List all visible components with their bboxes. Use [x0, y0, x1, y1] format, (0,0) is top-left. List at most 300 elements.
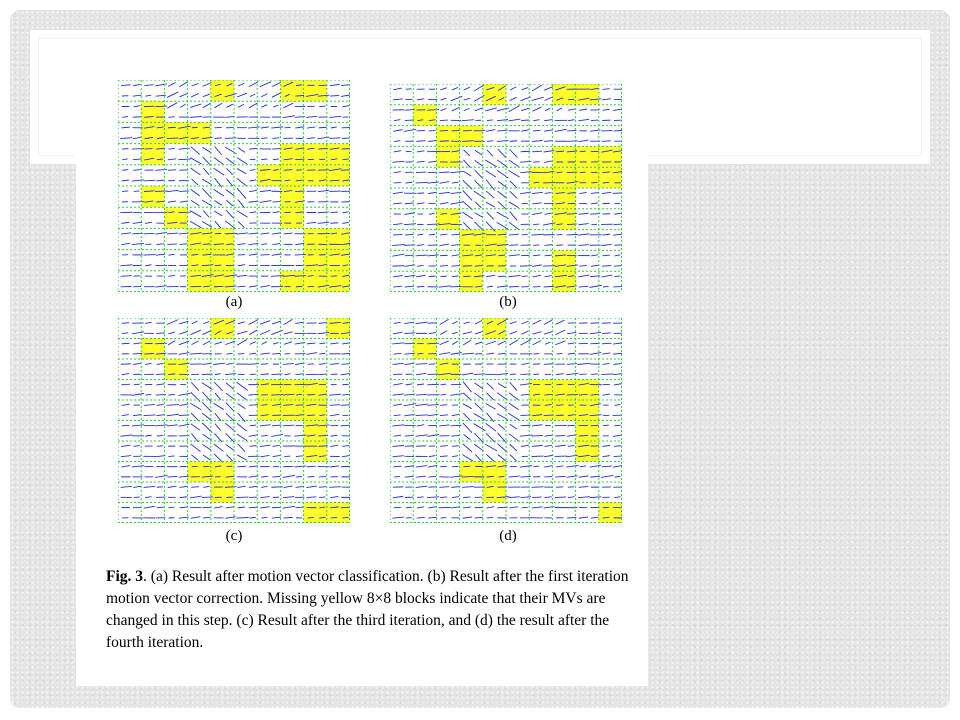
motion-vector — [452, 341, 458, 344]
yellow-block — [529, 167, 552, 188]
motion-vector — [319, 363, 325, 364]
motion-vector — [475, 150, 482, 155]
motion-vector — [532, 192, 543, 193]
motion-vector — [167, 405, 179, 406]
motion-vector — [202, 147, 211, 153]
motion-vector — [202, 507, 211, 508]
motion-vector — [475, 342, 482, 344]
motion-vector — [226, 158, 234, 164]
mv-grid-c — [118, 318, 350, 523]
motion-vector — [157, 404, 164, 405]
motion-vector — [462, 353, 474, 354]
motion-vector — [271, 434, 283, 436]
motion-vector — [294, 384, 306, 385]
motion-vector — [555, 330, 565, 335]
motion-vector — [591, 255, 598, 256]
motion-vector — [120, 138, 132, 139]
motion-vector — [238, 148, 245, 153]
motion-vector — [393, 445, 404, 446]
motion-vector — [237, 158, 247, 164]
motion-vector — [215, 413, 221, 421]
motion-vector — [393, 192, 403, 194]
motion-vector — [440, 88, 447, 90]
motion-vector — [261, 517, 267, 518]
yellow-block — [280, 380, 303, 401]
motion-vector — [295, 374, 303, 375]
motion-vector — [121, 456, 131, 457]
yellow-block — [327, 144, 350, 165]
motion-vector — [214, 103, 222, 108]
motion-vector — [203, 211, 209, 218]
motion-vector — [261, 364, 268, 365]
yellow-block — [304, 228, 327, 249]
motion-vector — [273, 466, 279, 467]
motion-vector — [190, 330, 201, 335]
motion-vector — [486, 507, 494, 508]
motion-vector — [591, 374, 598, 375]
motion-vector — [394, 322, 401, 323]
motion-vector — [272, 254, 282, 255]
motion-vector — [602, 466, 612, 467]
motion-vector — [441, 394, 447, 395]
motion-vector — [474, 191, 486, 199]
motion-vector — [521, 425, 531, 426]
motion-vector — [521, 445, 529, 446]
motion-vector — [225, 138, 237, 139]
motion-vector — [439, 353, 450, 355]
motion-vector — [260, 321, 270, 325]
motion-vector — [440, 319, 449, 324]
motion-vector — [533, 130, 541, 131]
motion-vector — [486, 423, 496, 431]
yellow-block — [436, 126, 459, 147]
motion-vector — [237, 233, 248, 234]
motion-vector — [145, 394, 151, 395]
motion-vector — [238, 83, 244, 86]
motion-vector — [392, 161, 404, 162]
motion-vector — [590, 332, 601, 333]
yellow-block — [304, 441, 327, 462]
motion-vector — [226, 104, 232, 107]
motion-vector — [601, 475, 613, 477]
motion-vector — [579, 109, 587, 110]
motion-vector — [520, 161, 531, 162]
motion-vector — [591, 456, 599, 457]
motion-vector — [122, 333, 128, 334]
motion-vector — [578, 497, 590, 498]
motion-vector — [427, 434, 439, 436]
motion-vector — [132, 425, 144, 426]
motion-vector — [416, 415, 428, 416]
motion-vector — [450, 394, 462, 396]
motion-vector — [249, 254, 258, 255]
motion-vector — [215, 424, 221, 431]
motion-vector — [202, 83, 211, 87]
motion-vector — [319, 323, 327, 324]
motion-vector — [134, 384, 140, 385]
motion-vector — [203, 341, 210, 345]
motion-vector — [250, 353, 257, 354]
motion-vector — [522, 276, 528, 277]
motion-vector — [226, 403, 235, 412]
motion-vector — [167, 476, 177, 477]
motion-vector — [284, 342, 292, 344]
motion-vector — [330, 364, 339, 365]
yellow-block — [529, 400, 552, 421]
motion-vector — [283, 497, 294, 498]
motion-vector — [203, 486, 209, 487]
motion-vector — [261, 159, 267, 160]
motion-vector — [155, 286, 166, 287]
motion-vector — [261, 405, 267, 406]
motion-vector — [451, 435, 460, 436]
motion-vector — [273, 455, 280, 456]
motion-vector — [168, 486, 177, 487]
motion-vector — [451, 245, 460, 246]
motion-vector — [394, 172, 401, 173]
motion-vector — [132, 243, 144, 244]
motion-vector — [237, 340, 247, 346]
motion-vector — [613, 373, 622, 374]
motion-vector — [556, 374, 564, 375]
motion-vector — [319, 127, 327, 128]
motion-vector — [236, 517, 249, 518]
motion-vector — [284, 517, 293, 518]
motion-vector — [417, 245, 424, 246]
motion-vector — [452, 182, 458, 183]
motion-vector — [416, 373, 426, 375]
motion-vector — [144, 354, 153, 355]
yellow-block — [436, 359, 459, 380]
yellow-block — [304, 421, 327, 442]
motion-vector — [520, 476, 530, 477]
motion-vector — [260, 330, 270, 334]
motion-vector — [532, 107, 541, 111]
motion-vector — [133, 353, 143, 354]
motion-vector — [319, 487, 326, 488]
motion-vector — [462, 212, 473, 219]
motion-vector — [521, 394, 530, 395]
motion-vector — [602, 255, 610, 256]
yellow-block — [483, 482, 506, 503]
motion-vector — [463, 382, 472, 393]
yellow-block — [576, 84, 599, 105]
motion-vector — [545, 97, 552, 100]
motion-vector — [167, 92, 178, 97]
motion-vector — [144, 506, 156, 508]
motion-vector — [429, 234, 435, 235]
yellow-block — [141, 186, 164, 207]
motion-vector — [602, 234, 610, 235]
motion-vector — [602, 333, 611, 334]
motion-vector — [180, 497, 188, 498]
motion-vector — [214, 201, 222, 206]
motion-vector — [330, 445, 338, 446]
motion-vector — [602, 244, 612, 245]
motion-vector — [532, 213, 542, 215]
motion-vector — [615, 255, 621, 256]
motion-vector — [272, 149, 281, 150]
yellow-block — [552, 400, 575, 421]
motion-vector — [393, 286, 402, 287]
motion-vector — [330, 414, 340, 415]
motion-vector — [237, 169, 246, 174]
motion-vector — [122, 159, 128, 160]
motion-vector — [330, 212, 338, 213]
motion-vector — [416, 141, 425, 142]
motion-vector — [510, 191, 517, 198]
motion-vector — [415, 404, 427, 406]
motion-vector — [272, 244, 279, 245]
motion-vector — [342, 212, 348, 213]
motion-vector — [121, 466, 130, 467]
motion-vector — [203, 103, 211, 108]
motion-vector — [393, 275, 403, 276]
motion-vector — [486, 130, 495, 132]
motion-vector — [462, 120, 474, 121]
motion-vector — [121, 127, 130, 128]
yellow-block — [141, 101, 164, 122]
motion-vector — [342, 364, 350, 365]
motion-vector — [307, 476, 314, 477]
motion-vector — [213, 363, 225, 364]
motion-vector — [545, 193, 552, 194]
motion-vector — [237, 275, 248, 276]
motion-vector — [417, 265, 423, 266]
motion-vector — [416, 182, 428, 183]
motion-vector — [168, 159, 177, 160]
motion-vector — [307, 127, 315, 128]
motion-vector — [602, 266, 611, 267]
motion-vector — [544, 331, 553, 334]
motion-vector — [237, 93, 247, 97]
motion-vector — [464, 98, 470, 100]
motion-vector — [440, 214, 447, 215]
motion-vector — [486, 353, 494, 354]
motion-vector — [249, 286, 257, 287]
motion-vector — [614, 456, 622, 457]
motion-vector — [214, 158, 224, 165]
motion-vector — [602, 275, 613, 277]
motion-vector — [394, 141, 400, 142]
motion-vector — [602, 353, 610, 354]
motion-vector — [192, 179, 199, 185]
motion-vector — [226, 454, 232, 461]
motion-vector — [439, 244, 449, 246]
motion-vector — [190, 221, 201, 228]
yellow-block — [257, 400, 280, 421]
motion-vector — [261, 486, 267, 487]
motion-vector — [591, 193, 599, 194]
motion-vector — [272, 425, 282, 426]
yellow-block — [483, 250, 506, 271]
motion-vector — [392, 425, 404, 426]
motion-vector — [475, 170, 483, 178]
motion-vector — [417, 517, 425, 518]
yellow-block — [304, 80, 327, 101]
motion-vector — [463, 222, 471, 230]
motion-vector — [330, 405, 340, 406]
motion-vector — [295, 96, 304, 97]
motion-vector — [509, 286, 519, 287]
motion-vector — [284, 233, 293, 234]
motion-vector — [393, 332, 402, 334]
motion-vector — [203, 322, 209, 324]
motion-vector — [203, 157, 211, 165]
motion-vector — [508, 275, 520, 276]
motion-vector — [462, 454, 473, 461]
motion-vector — [296, 456, 303, 457]
motion-vector — [510, 424, 518, 429]
motion-vector — [462, 373, 473, 375]
motion-vector — [214, 189, 224, 196]
motion-vector — [498, 202, 506, 209]
motion-vector — [342, 446, 349, 447]
motion-vector — [273, 105, 278, 107]
motion-vector — [451, 266, 459, 267]
motion-vector — [464, 108, 470, 110]
motion-vector — [226, 116, 235, 117]
motion-vector — [122, 117, 128, 118]
motion-vector — [510, 87, 516, 90]
motion-vector — [133, 363, 141, 364]
yellow-block — [599, 146, 622, 167]
motion-vector — [452, 456, 458, 457]
motion-vector — [602, 99, 611, 100]
motion-vector — [168, 201, 176, 202]
motion-vector — [544, 245, 552, 246]
yellow-block — [483, 318, 506, 339]
motion-vector — [566, 373, 578, 375]
yellow-block — [576, 380, 599, 401]
motion-vector — [226, 413, 234, 421]
yellow-block — [460, 126, 483, 147]
motion-vector — [406, 384, 412, 385]
yellow-block — [257, 165, 280, 186]
motion-vector — [451, 507, 460, 508]
motion-vector — [578, 363, 591, 364]
motion-vector — [613, 353, 622, 354]
motion-vector — [485, 160, 496, 167]
motion-vector — [520, 466, 532, 467]
motion-vector — [214, 342, 222, 344]
motion-vector — [133, 170, 141, 171]
motion-vector — [440, 141, 449, 142]
motion-vector — [394, 120, 400, 121]
motion-vector — [191, 382, 199, 390]
motion-vector — [261, 94, 267, 97]
motion-vector — [190, 403, 201, 409]
motion-vector — [133, 486, 141, 487]
motion-vector — [463, 444, 472, 452]
motion-vector — [238, 255, 245, 256]
motion-vector — [508, 119, 520, 121]
motion-vector — [474, 413, 486, 420]
motion-vector — [568, 446, 575, 447]
motion-vector — [249, 466, 258, 467]
motion-vector — [591, 120, 599, 121]
motion-vector — [614, 384, 622, 385]
motion-vector — [475, 454, 482, 461]
motion-vector — [591, 425, 599, 426]
motion-vector — [508, 413, 520, 421]
motion-vector — [578, 224, 588, 225]
motion-vector — [428, 161, 436, 162]
motion-vector — [509, 160, 519, 167]
motion-vector — [404, 129, 416, 131]
motion-vector — [121, 445, 130, 446]
motion-vector — [226, 444, 235, 450]
motion-vector — [417, 151, 425, 152]
yellow-block — [327, 318, 350, 339]
motion-vector — [441, 108, 447, 110]
motion-vector — [510, 321, 517, 323]
motion-vector — [260, 497, 269, 498]
motion-vector — [417, 384, 424, 385]
motion-vector — [283, 363, 294, 364]
motion-vector — [133, 84, 140, 85]
motion-vector — [532, 320, 541, 324]
yellow-block — [141, 339, 164, 360]
motion-vector — [296, 486, 304, 487]
motion-vector — [545, 497, 552, 498]
motion-vector — [615, 404, 621, 405]
motion-vector — [284, 486, 293, 488]
motion-vector — [145, 435, 151, 436]
motion-vector — [202, 330, 211, 334]
motion-vector — [510, 331, 517, 334]
motion-vector — [157, 507, 164, 508]
motion-vector — [498, 191, 507, 198]
motion-vector — [250, 517, 256, 518]
motion-vector — [168, 244, 177, 245]
motion-vector — [417, 99, 425, 100]
yellow-block — [460, 230, 483, 251]
motion-vector — [509, 106, 520, 112]
motion-vector — [614, 245, 621, 246]
motion-vector — [191, 93, 199, 97]
motion-vector — [134, 497, 140, 498]
motion-vector — [180, 244, 188, 245]
motion-vector — [532, 85, 542, 91]
yellow-block — [188, 250, 211, 271]
motion-vector — [261, 342, 267, 345]
motion-vector — [393, 404, 402, 406]
yellow-block — [257, 380, 280, 401]
motion-vector — [261, 435, 268, 436]
motion-vector — [215, 138, 222, 139]
motion-vector — [509, 222, 519, 230]
motion-vector — [486, 180, 495, 191]
motion-vector — [614, 446, 621, 447]
motion-vector — [330, 496, 338, 497]
motion-vector — [509, 497, 520, 498]
yellow-block — [304, 380, 327, 401]
motion-vector — [428, 332, 436, 333]
motion-vector — [226, 210, 234, 218]
motion-vector — [203, 94, 210, 96]
motion-vector — [440, 456, 448, 457]
subfigure-label-c: (c) — [225, 528, 243, 544]
motion-vector — [556, 487, 563, 488]
motion-vector — [393, 383, 402, 385]
motion-vector — [509, 507, 518, 508]
motion-vector — [133, 117, 142, 118]
motion-vector — [237, 466, 246, 467]
motion-vector — [497, 212, 509, 219]
motion-vector — [203, 455, 210, 460]
motion-vector — [342, 455, 350, 456]
